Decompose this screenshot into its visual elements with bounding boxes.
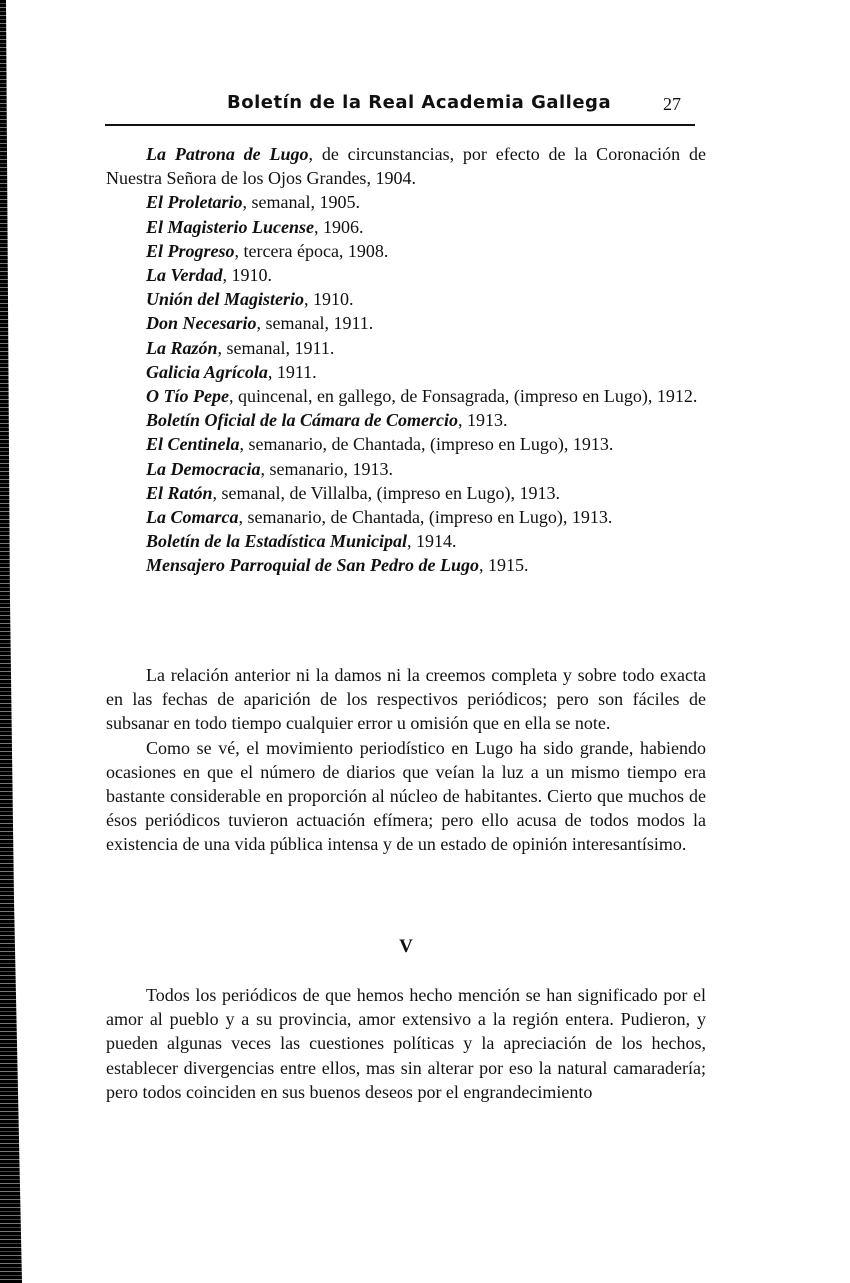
list-item: El Progreso, tercera época, 1908. [146, 240, 389, 261]
list-item: La Democracia, semanario, 1913. [146, 458, 393, 479]
list-item: La Razón, semanal, 1911. [146, 337, 335, 358]
list-item: Don Necesario, semanal, 1911. [146, 313, 374, 334]
page-number: 27 [663, 94, 681, 114]
running-header [105, 92, 695, 126]
list-item: Boletín Oficial de la Cámara de Comercio, 1913. [146, 410, 508, 431]
list-item: El Centinela, semanario, de Chantada, (impreso en Lugo), 1913. [146, 434, 614, 455]
list-item: La Comarca, semanario, de Chantada, (impreso en Lugo), 1913. [146, 507, 613, 528]
paragraph: La relación anterior ni la damos ni la creemos completa y sobre todo exacta en las fechas de aparición de los respectivos periódicos; pero son fáciles de subsanar en todo tiempo cualquier error u omisión que en ella se note. [106, 665, 706, 734]
paragraph: Todos los periódicos de que hemos hecho mención se han significado por el amor al pueblo y a su provincia, amor extensivo a la región entera. Pudieron, y pueden algunas veces las cuestiones políticas y la apreciación de los hechos, establecer divergencias entre ellos, mas sin alterar por eso la natural camaradería; pero todos coinciden en sus buenos deseos por el engrandecimiento [106, 985, 706, 1102]
list-item: El Ratón, semanal, de Villalba, (impreso en Lugo), 1913. [146, 482, 561, 503]
running-title: Boletín de la Real Academia Gallega [227, 92, 612, 113]
list-item: O Tío Pepe, quincenal, en gallego, de Fonsagrada, (impreso en Lugo), 1912. [146, 386, 698, 407]
list-item: El Proletario, semanal, 1905. [146, 192, 360, 213]
book-binding-edge [0, 0, 24, 1283]
list-item: Mensajero Parroquial de San Pedro de Lugo, 1915. [146, 555, 529, 576]
list-item: Boletín de la Estadística Municipal, 1914. [146, 531, 457, 552]
periodicals-list [106, 142, 706, 578]
list-item: Unión del Magisterio, 1910. [146, 289, 354, 310]
list-item: Galicia Agrícola, 1911. [146, 361, 317, 382]
list-item: La Patrona de Lugo, de circunstancias, por efecto de la Coronación de Nuestra Señora de los Ojos Grandes, 1904. [106, 144, 706, 189]
section-body [106, 983, 706, 1104]
list-item: La Verdad, 1910. [146, 265, 272, 286]
body-paragraphs [106, 663, 706, 857]
list-item: El Magisterio Lucense, 1906. [146, 216, 364, 237]
section-heading: V [399, 936, 413, 957]
paragraph: Como se vé, el movimiento periodístico en Lugo ha sido grande, habiendo ocasiones en que el número de diarios que veían la luz a un mismo tiempo era bastante considerable en proporción al núcleo de habitantes. Cierto que muchos de ésos periódicos tuvieron actuación efímera; pero ello acusa de todos modos la existencia de una vida pública intensa y de un estado de opinión interesantísimo. [106, 737, 706, 855]
